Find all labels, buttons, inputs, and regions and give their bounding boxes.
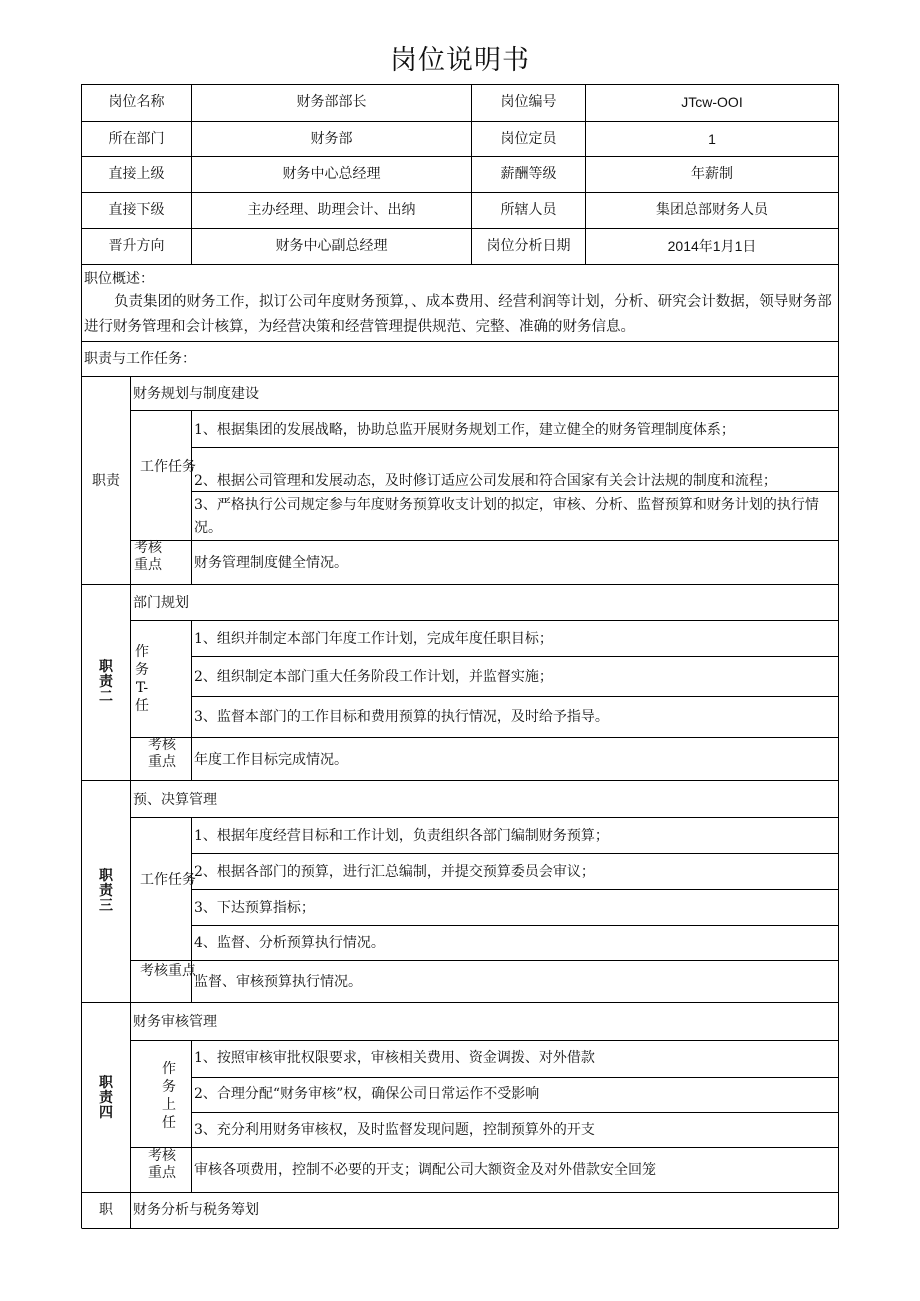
value-staff-governed: 集团总部财务人员 [656, 202, 768, 218]
value-department: 财务部 [310, 131, 353, 147]
duty-1-assess: 财务管理制度健全情况。 [194, 555, 348, 571]
duty-2-assess-label: 考核重点 [148, 737, 176, 770]
duty-4-task-3: 3、充分利用财务审核权，及时监督发现问题，控制预算外的开支 [194, 1122, 595, 1138]
duty-1-task-3: 3、严格执行公司规定参与年度财务预算收支计划的拟定，审核、分析、监督预算和财务计划的执行情况。 [194, 497, 819, 536]
label-direct-subordinate: 直接下级 [108, 202, 165, 218]
duty-1-name: 职责 [92, 473, 120, 489]
duty-3-task-2: 2、根据各部门的预算，进行汇总编制，并提交预算委员会审议； [194, 864, 595, 880]
duty-2-task-3: 3、监督本部门的工作目标和费用预算的执行情况，及时给予指导。 [194, 709, 609, 725]
duty-3-task-4: 4、监督、分析预算执行情况。 [194, 935, 385, 951]
duty-1-title: 财务规划与制度建设 [133, 386, 259, 402]
label-headcount: 岗位定员 [500, 131, 557, 147]
page-title: 岗位说明书 [390, 45, 530, 76]
label-position-code: 岗位编号 [500, 94, 557, 110]
label-position-name: 岗位名称 [108, 94, 165, 110]
duty-2-name: 职责二 [99, 659, 113, 705]
value-salary-grade: 年薪制 [691, 166, 733, 182]
duty-3-title: 预、决算管理 [133, 792, 217, 808]
duties-heading: 职责与工作任务： [84, 351, 196, 367]
value-promotion: 财务中心副总经理 [275, 238, 388, 254]
duty-3-assess-label: 考核重点 [140, 963, 196, 979]
overview-text: 负责集团的财务工作，拟订公司年度财务预算，、成本费用、经营利润等计划，分析、研究会计数据，领导财务部进行财务管理和会计核算，为经营决策和经营管理提供规范、完整、准确的财务信息。 [84, 294, 832, 335]
duty-1-task-2: 2、根据公司管理和发展动态，及时修订适应公司发展和符合国家有关会计法规的制度和流程； [194, 473, 777, 489]
overview-label: 职位概述： [84, 271, 154, 287]
value-headcount: 1 [708, 131, 716, 147]
label-staff-governed: 所辖人员 [500, 202, 557, 218]
value-direct-subordinate: 主办经理、助理会计、出纳 [247, 202, 416, 218]
duty-5-title: 财务分析与税务筹划 [133, 1202, 259, 1218]
duty-1-task-1: 1、根据集团的发展战略，协助总监开展财务规划工作，建立健全的财务管理制度体系； [194, 422, 735, 438]
label-salary-grade: 薪酬等级 [500, 166, 557, 182]
duty-3-task-label: 工作任务 [140, 872, 196, 888]
value-analysis-date: 2014年1月1日 [667, 238, 757, 254]
label-analysis-date: 岗位分析日期 [486, 238, 571, 254]
value-position-code: JTcw-OOI [681, 94, 743, 110]
value-direct-superior: 财务中心总经理 [282, 166, 381, 182]
duty-4-task-1: 1、按照审核审批权限要求，审核相关费用、资金调拨、对外借款 [194, 1050, 595, 1066]
duty-4-title: 财务审核管理 [133, 1014, 217, 1030]
duty-2-task-1: 1、组织并制定本部门年度工作计划，完成年度任职目标； [194, 631, 553, 647]
duty-4-task-label: 作务上任 [162, 1061, 176, 1131]
duty-3-name: 职责三 [99, 868, 113, 914]
duty-4-name: 职责四 [99, 1075, 113, 1121]
duty-4-assess-label: 考核重点 [148, 1148, 176, 1181]
duty-3-task-1: 1、根据年度经营目标和工作计划，负责组织各部门编制财务预算； [194, 828, 609, 844]
value-position-name: 财务部部长 [296, 94, 367, 110]
duty-1-assess-label: 考核重点 [134, 540, 162, 573]
duty-2-task-label: 作务T-任 [135, 644, 149, 714]
duty-1-task-label: 工作任务 [140, 459, 196, 475]
duty-4-task-2: 2、合理分配“财务审核”权，确保公司日常运作不受影响 [194, 1086, 540, 1102]
label-promotion: 晋升方向 [108, 238, 165, 254]
duty-4-assess: 审核各项费用，控制不必要的开支；调配公司大额资金及对外借款安全回笼 [194, 1162, 656, 1178]
label-department: 所在部门 [108, 131, 165, 147]
label-direct-superior: 直接上级 [108, 166, 165, 182]
duty-5-name: 职 [99, 1202, 113, 1218]
duty-2-title: 部门规划 [133, 595, 189, 611]
duty-2-assess: 年度工作目标完成情况。 [194, 752, 348, 768]
duty-2-task-2: 2、组织制定本部门重大任务阶段工作计划，并监督实施； [194, 669, 553, 685]
duty-3-task-3: 3、下达预算指标； [194, 900, 315, 916]
duty-3-assess: 监督、审核预算执行情况。 [194, 974, 362, 990]
